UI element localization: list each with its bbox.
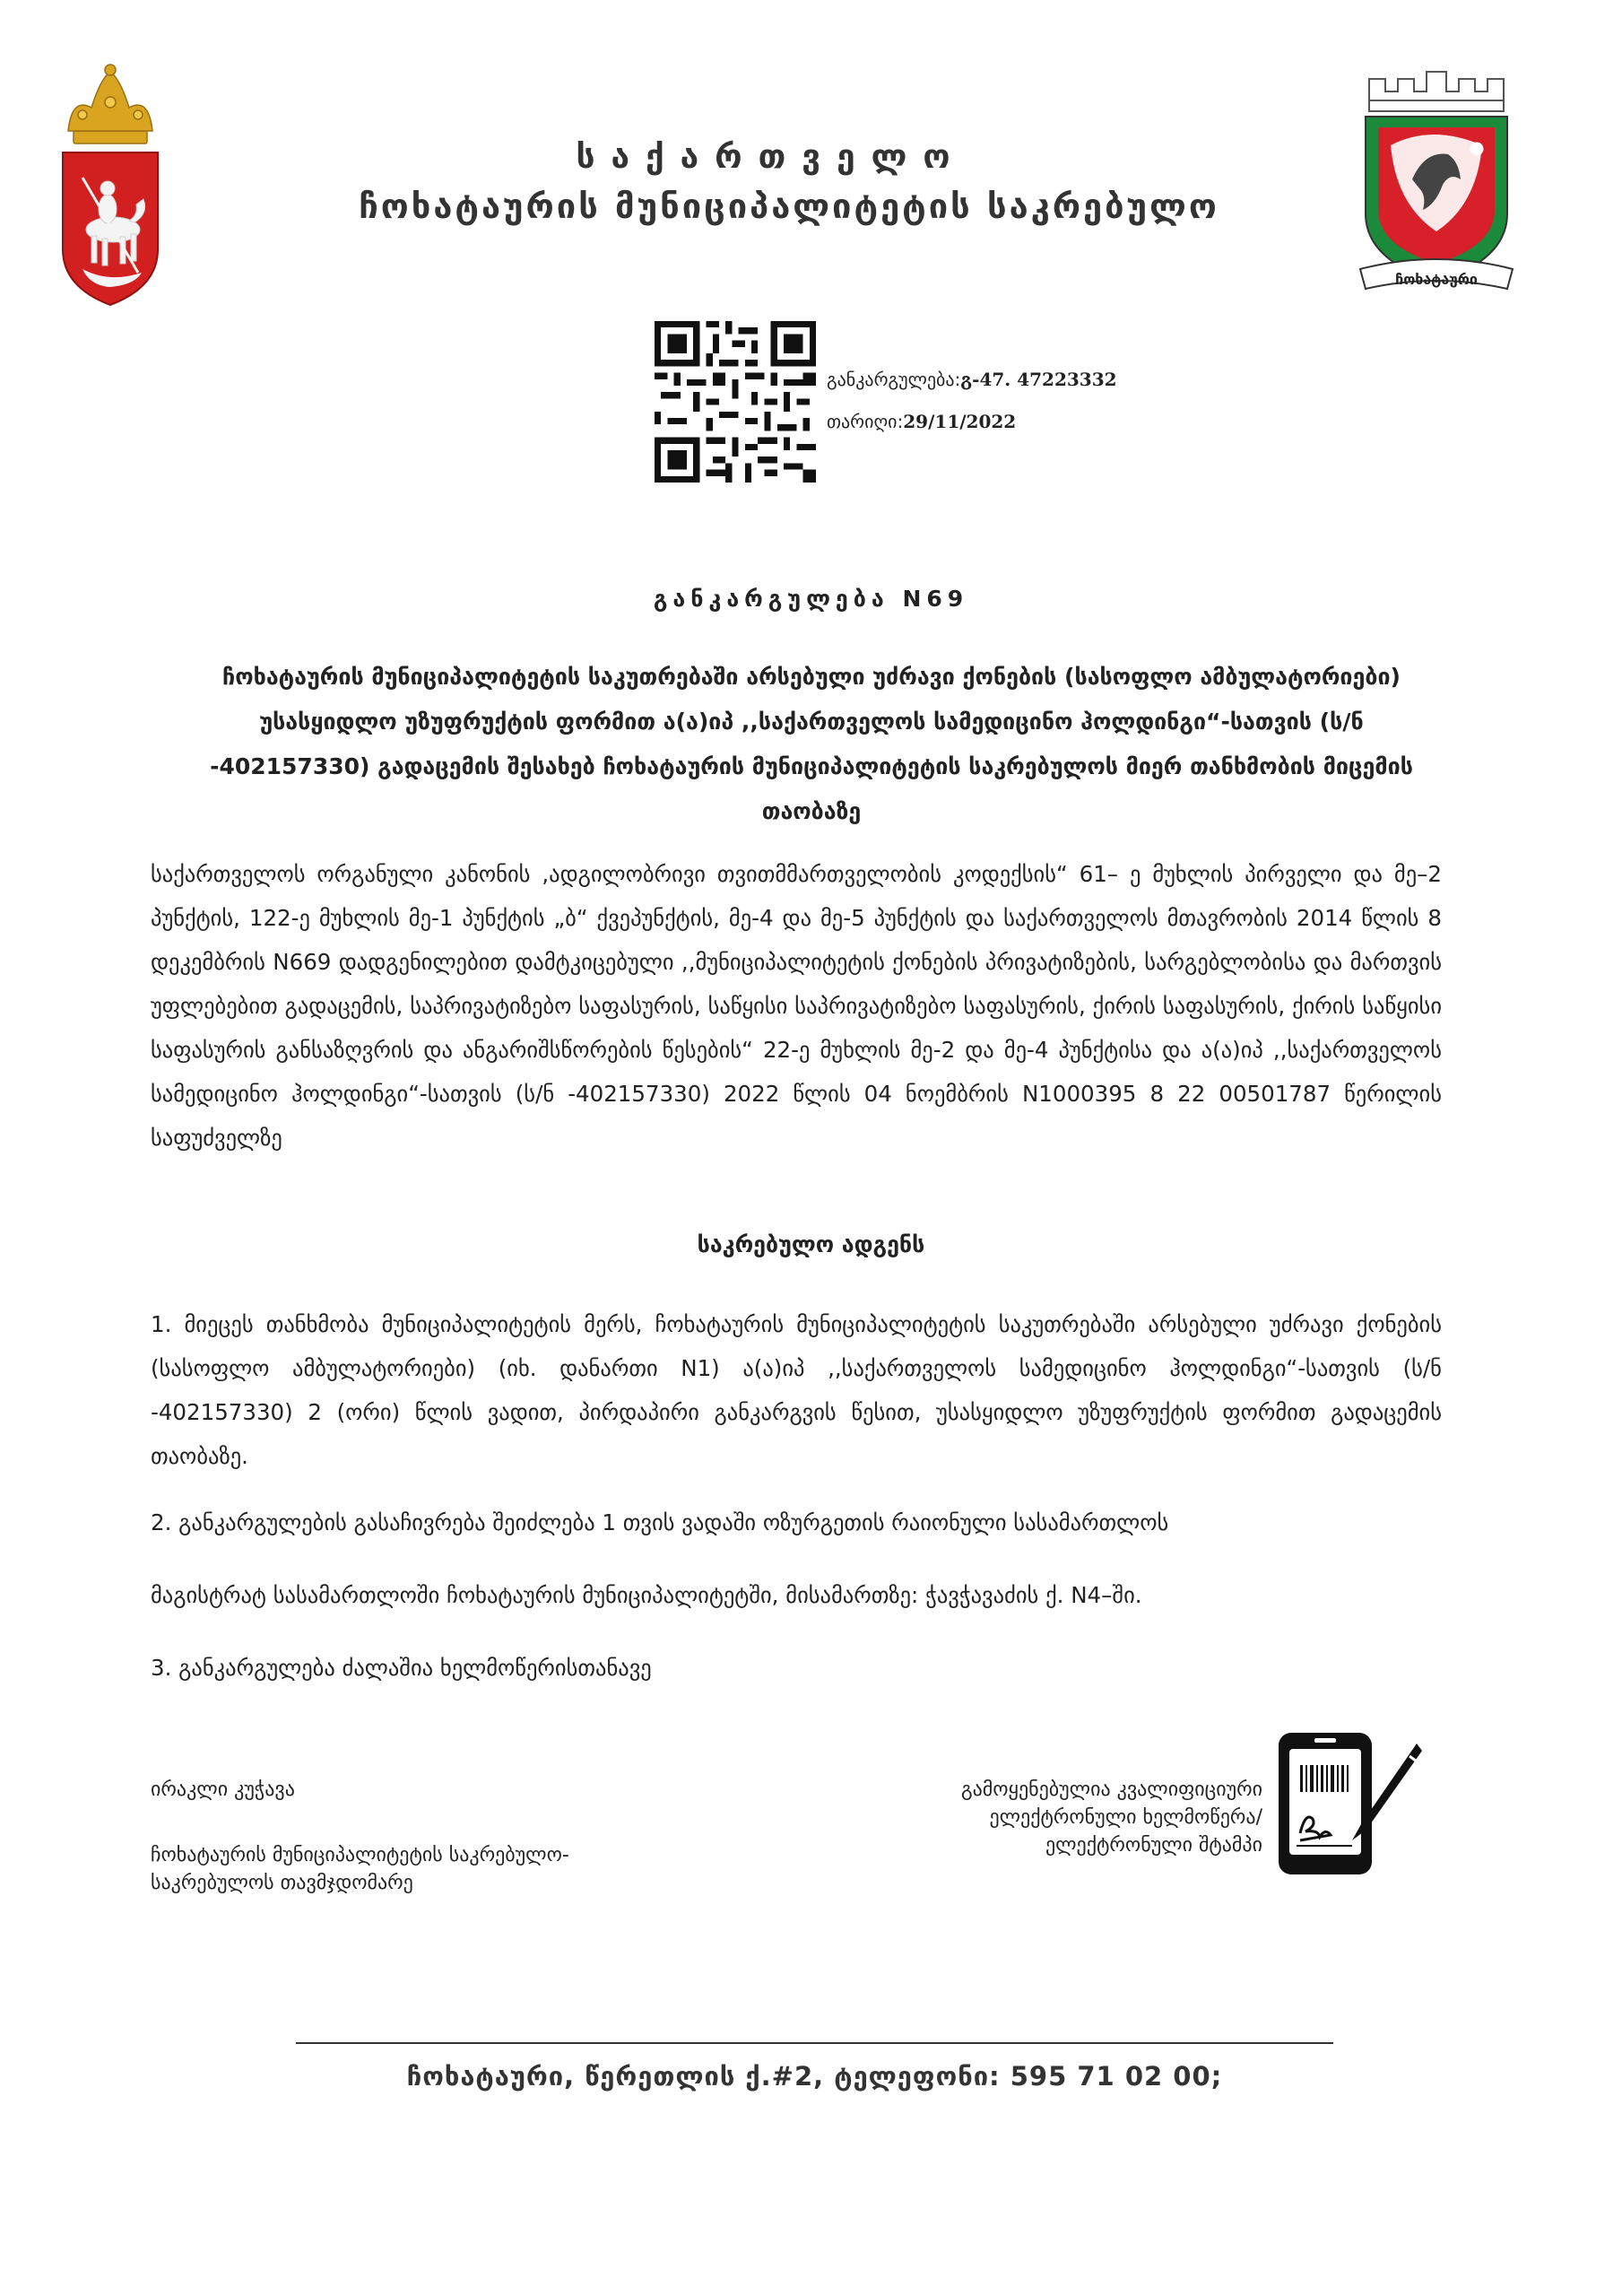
georgia-coat-of-arms-icon [56,61,165,308]
decision-item-2-line-2: მაგისტრატ სასამართლოში ჩოხატაურის მუნიციპალიტეტში, მისამართზე: ჭავჭავაძის ქ. N4–ში. [151,1582,1142,1608]
signer-name: ირაკლი კუჭავა [151,1779,295,1801]
registration-label: განკარგულება: [827,369,961,390]
electronic-signature-icon [1275,1729,1424,1880]
decision-item-1: 1. მიეცეს თანხმობა მუნიციპალიტეტის მერს, ჩოხატაურის მუნიციპალიტეტის საკუთრებაში არსებული უძრავი ქონების (სასოფლო ამბულატორიები) (იხ. დანართი N1) ა(ა)იპ ,,საქართველოს სამედიცინო ჰოლდინგი“-სათვის (ს/ნ -402157330) 2 (ორი) წლის ვადით, პირდაპირი განკარგვის წესით, უსასყიდლო უზუფრუქტის ფორმით გადაცემის თაობაზე. [151,1311,1442,1469]
signer-title-line-2: საკრებულოს თავმჯდომარე [151,1872,413,1894]
decision-item-3: 3. განკარგულება ძალაშია ხელმოწერისთანავე [151,1655,652,1681]
footer-address: ჩოხატაური, წერეთლის ქ.#2, ტელეფონი: 595 71 02 00; [406,2061,1223,2092]
signer-title-line-1: ჩოხატაურის მუნიციპალიტეტის საკრებულო- [151,1844,569,1866]
qr-code-icon [655,321,816,483]
date-value: 29/11/2022 [903,411,1017,432]
council-decides-heading: საკრებულო ადგენს [697,1231,925,1257]
country-title: საქართველო [576,137,967,176]
electronic-signature-note [888,1776,1262,1859]
preamble-paragraph: საქართველოს ორგანული კანონის ,ადგილობრივი თვითმმართველობის კოდექსის“ 61– ე მუხლის პირველი და მე–2 პუნქტის, 122-ე მუხლის მე-1 პუნქტის „ბ“ ქვეპუნქტის, მე-4 და მე-5 პუნქტის და საქართველოს მთავრობის 2014 წლის 8 დეკემბრის N669 დადგენილებით დამტკიცებული ,,მუნიციპალიტეტის ქონების პრივატიზების, სარგებლობისა და მართვის უფლებებით გადაცემის, საპრივატიზებო საფასურის, საწყისი საპრივატიზებო საფასურის, ქირის საფასურის, ქირის საწყისი საფასურის განსაზღვრის და ანგარიშსწორების წესების“ 22-ე მუხლის მე-2 და მე-4 პუნქტისა და ა(ა)იპ ,,საქართველოს სამედიცინო ჰოლდინგი“-სათვის (ს/ნ -402157330) 2022 წლის 04 ნოემბრის N1000395 8 22 00501787 წერილის საფუძველზე [151,861,1442,1151]
chokhatauri-emblem-icon [1342,61,1531,308]
council-name: ჩოხატაურის მუნიციპალიტეტის საკრებულო [359,187,1219,226]
registration-date [827,411,1016,432]
signer-title [151,1841,569,1897]
registration-number [827,369,1117,390]
footer-divider [296,2042,1333,2044]
esign-line-1: გამოყენებულია კვალიფიციური [960,1779,1262,1801]
date-label: თარიღი: [827,411,904,432]
decree-title: განკარგულება N69 [653,586,969,612]
registration-value: გ-47. 47223332 [960,369,1117,390]
decision-item-2-line-1: 2. განკარგულების გასაჩივრება შეიძლება 1 თვის ვადაში ოზურგეთის რაიონული სასამართლოს [151,1509,1169,1535]
decree-subject: ჩოხატაურის მუნიციპალიტეტის საკუთრებაში არსებული უძრავი ქონების (სასოფლო ამბულატორიები) უსასყიდლო უზუფრუქტის ფორმით ა(ა)იპ ,,საქართველოს სამედიცინო ჰოლდინგი“-სათვის (ს/ნ -402157330) გადაცემის შესახებ ჩოხატაურის მუნიციპალიტეტის საკრებულოს მიერ თანხმობის მიცემის თაობაზე [210,664,1413,824]
esign-line-2: ელექტრონული ხელმოწერა/ [989,1806,1262,1829]
emblem-ribbon-label: ჩოხატაური [1395,271,1478,288]
esign-line-3: ელექტრონული შტამპი [1045,1834,1262,1857]
